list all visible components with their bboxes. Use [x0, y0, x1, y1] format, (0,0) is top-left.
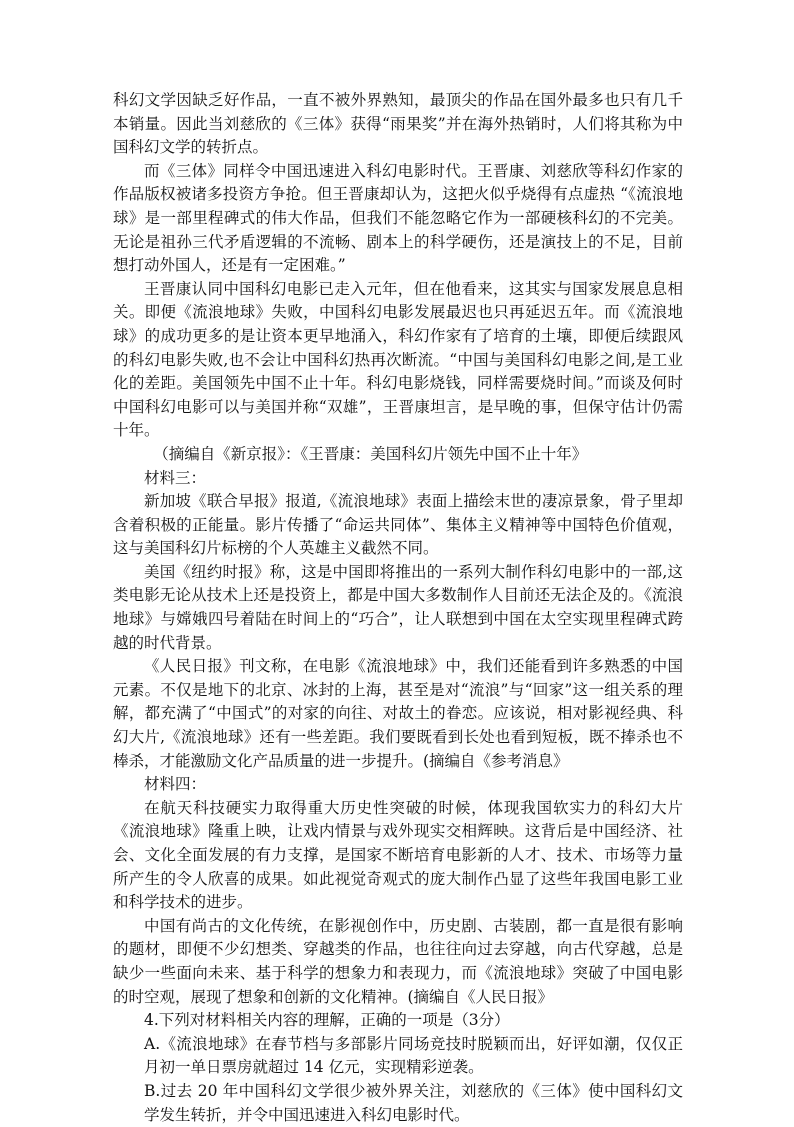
paragraph-5: 美国《纽约时报》称，这是中国即将推出的一系列大制作科幻电影中的一部,这类电影无论从技术上还是投资上，都是中国大多数制作人目前还无法企及的。《流浪地球》与嫦娥四号着陆在时间上的“巧合”，让人联想到中国在太空实现里程碑式跨越的时代背景。 [113, 562, 683, 652]
paragraph-7: 在航天科技硬实力取得重大历史性突破的时候，体现我国软实力的科幻大片《流浪地球》隆重上映，让戏内情景与戏外现实交相辉映。这背后是中国经济、社会、文化全面发展的有力支撑，是国家不断培育电影新的人才、技术、市场等力量所产生的令人欣喜的成果。如此视觉奇观式的庞大制作凸显了这些年我国电影工业和科学技术的进步。 [113, 798, 683, 912]
option-b: B.过去 20 年中国科幻文学很少被外界关注，刘慈欣的《三体》使中国科幻文学发生转折，并令中国迅速进入科幻电影时代。 [144, 1081, 683, 1124]
paragraph-3: 王晋康认同中国科幻电影已走入元年，但在他看来，这其实与国家发展息息相关。即便《流浪地球》失败，中国科幻电影发展最迟也只再延迟五年。而《流浪地球》的成功更多的是让资本更早地涌入，科幻作家有了培育的土壤，即便后续跟风的科幻电影失败,也不会让中国科幻热再次断流。“中国与美国科幻电影之间,是工业化的差距。美国领先中国不止十年。科幻电影烧钱，同样需要烧时间。”而谈及何时中国科幻电影可以与美国并称“双雄”，王晋康坦言，是早晚的事，但保守估计仍需十年。 [113, 279, 683, 440]
paragraph-8: 中国有尚古的文化传统，在影视创作中，历史剧、古装剧，都一直是很有影响的题材，即便不少幻想类、穿越类的作品，也往往向过去穿越，向古代穿越，总是缺少一些面向未来、基于科学的想象力和表现力，而《流浪地球》突破了中国电影的时空观，展现了想象和创新的文化精神。(摘编自《人民日报》 [113, 916, 683, 1006]
paragraph-2: 而《三体》同样令中国迅速进入科幻电影时代。王晋康、刘慈欣等科幻作家的作品版权被诸多投资方争抢。但王晋康却认为，这把火似乎烧得有点虚热 “《流浪地球》是一部里程碑式的伟大作品，但我们不能忽略它作为一部硬核科幻的不完美。无论是祖孙三代矛盾逻辑的不流畅、剧本上的科学硬伤，还是演技上的不足，目前想打动外国人，还是有一定困难。” [113, 161, 683, 275]
source-citation-1: （摘编自《新京报》：《王晋康：美国科幻片领先中国不止十年》 [153, 444, 588, 463]
option-a: A.《流浪地球》在春节档与多部影片同场竞技时脱颖而出，好评如潮，仅仅正月初一单日票房就超过 14 亿元，实现精彩逆袭。 [144, 1034, 683, 1077]
question-stem: 4.下列对材料相关内容的理解，正确的一项是（3分） [144, 1011, 510, 1030]
material-3-label: 材料三： [144, 468, 207, 487]
material-4-label: 材料四： [144, 775, 207, 794]
document-page [113, 89, 683, 1127]
paragraph-6: 《人民日报》刊文称，在电影《流浪地球》中，我们还能看到许多熟悉的中国元素。不仅是地下的北京、冰封的上海，甚至是对“流浪”与“回家”这一组关系的理解，都充满了“中国式”的对家的向往、对故土的眷恋。应该说，相对影视经典、科幻大片,《流浪地球》还有一些差距。我们要既看到长处也看到短板，既不捧杀也不棒杀，才能激励文化产品质量的进一步提升。(摘编自《参考消息》 [113, 657, 683, 770]
paragraph-4: 新加坡《联合早报》报道,《流浪地球》表面上描绘末世的凄凉景象，骨子里却含着积极的正能量。影片传播了“命运共同体”、集体主义精神等中国特色价值观，这与美国科幻片标榜的个人英雄主义截然不同。 [113, 492, 683, 558]
paragraph-1: 科幻文学因缺乏好作品，一直不被外界熟知，最顶尖的作品在国外最多也只有几千本销量。因此当刘慈欣的《三体》获得“雨果奖”并在海外热销时，人们将其称为中国科幻文学的转折点。 [113, 91, 683, 157]
